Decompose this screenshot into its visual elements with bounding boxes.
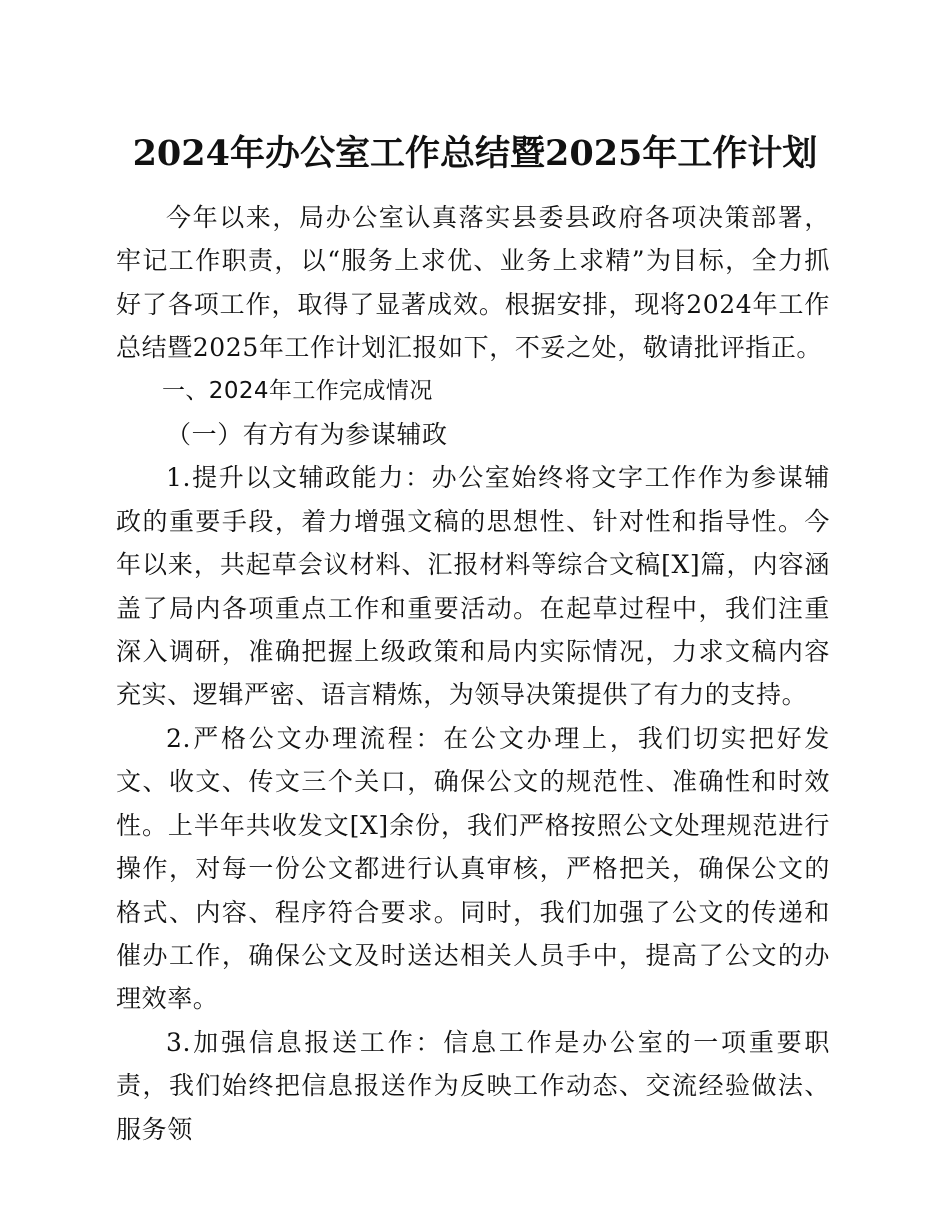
intro-paragraph: 今年以来，局办公室认真落实县委县政府各项决策部署，牢记工作职责，以“服务上求优、业务上求精”为目标，全力抓好了各项工作，取得了显著成效。根据安排，现将2024年工作总结暨2025年工作计划汇报如下，不妥之处，敬请批评指正。	[116, 203, 830, 363]
paragraph-item-3: 3.加强信息报送工作：信息工作是办公室的一项重要职责，我们始终把信息报送作为反映工作动态、交流经验做法、服务领	[116, 1027, 830, 1144]
section-heading: 一、2024年工作完成情况	[162, 377, 433, 404]
document-body	[116, 196, 830, 1151]
paragraph-item-2: 2.严格公文办理流程：在公文办理上，我们切实把好发文、收文、传文三个关口，确保公文的规范性、准确性和时效性。上半年共收发文[X]余份，我们严格按照公文处理规范进行操作，对每一份公文都进行认真审核，严格把关，确保公文的格式、内容、程序符合要求。同时，我们加强了公文的传递和催办工作，确保公文及时送达相关人员手中，提高了公文的办理效率。	[116, 723, 830, 1014]
document-title: 2024年办公室工作总结暨2025年工作计划	[132, 133, 818, 174]
paragraph-item-1: 1.提升以文辅政能力：办公室始终将文字工作作为参谋辅政的重要手段，着力增强文稿的思想性、针对性和指导性。今年以来，共起草会议材料、汇报材料等综合文稿[X]篇，内容涵盖了局内各项重点工作和重要活动。在起草过程中，我们注重深入调研，准确把握上级政策和局内实际情况，力求文稿内容充实、逻辑严密、语言精炼，为领导决策提供了有力的支持。	[116, 463, 830, 710]
subsection-heading: （一）有方有为参谋辅政	[166, 420, 448, 450]
